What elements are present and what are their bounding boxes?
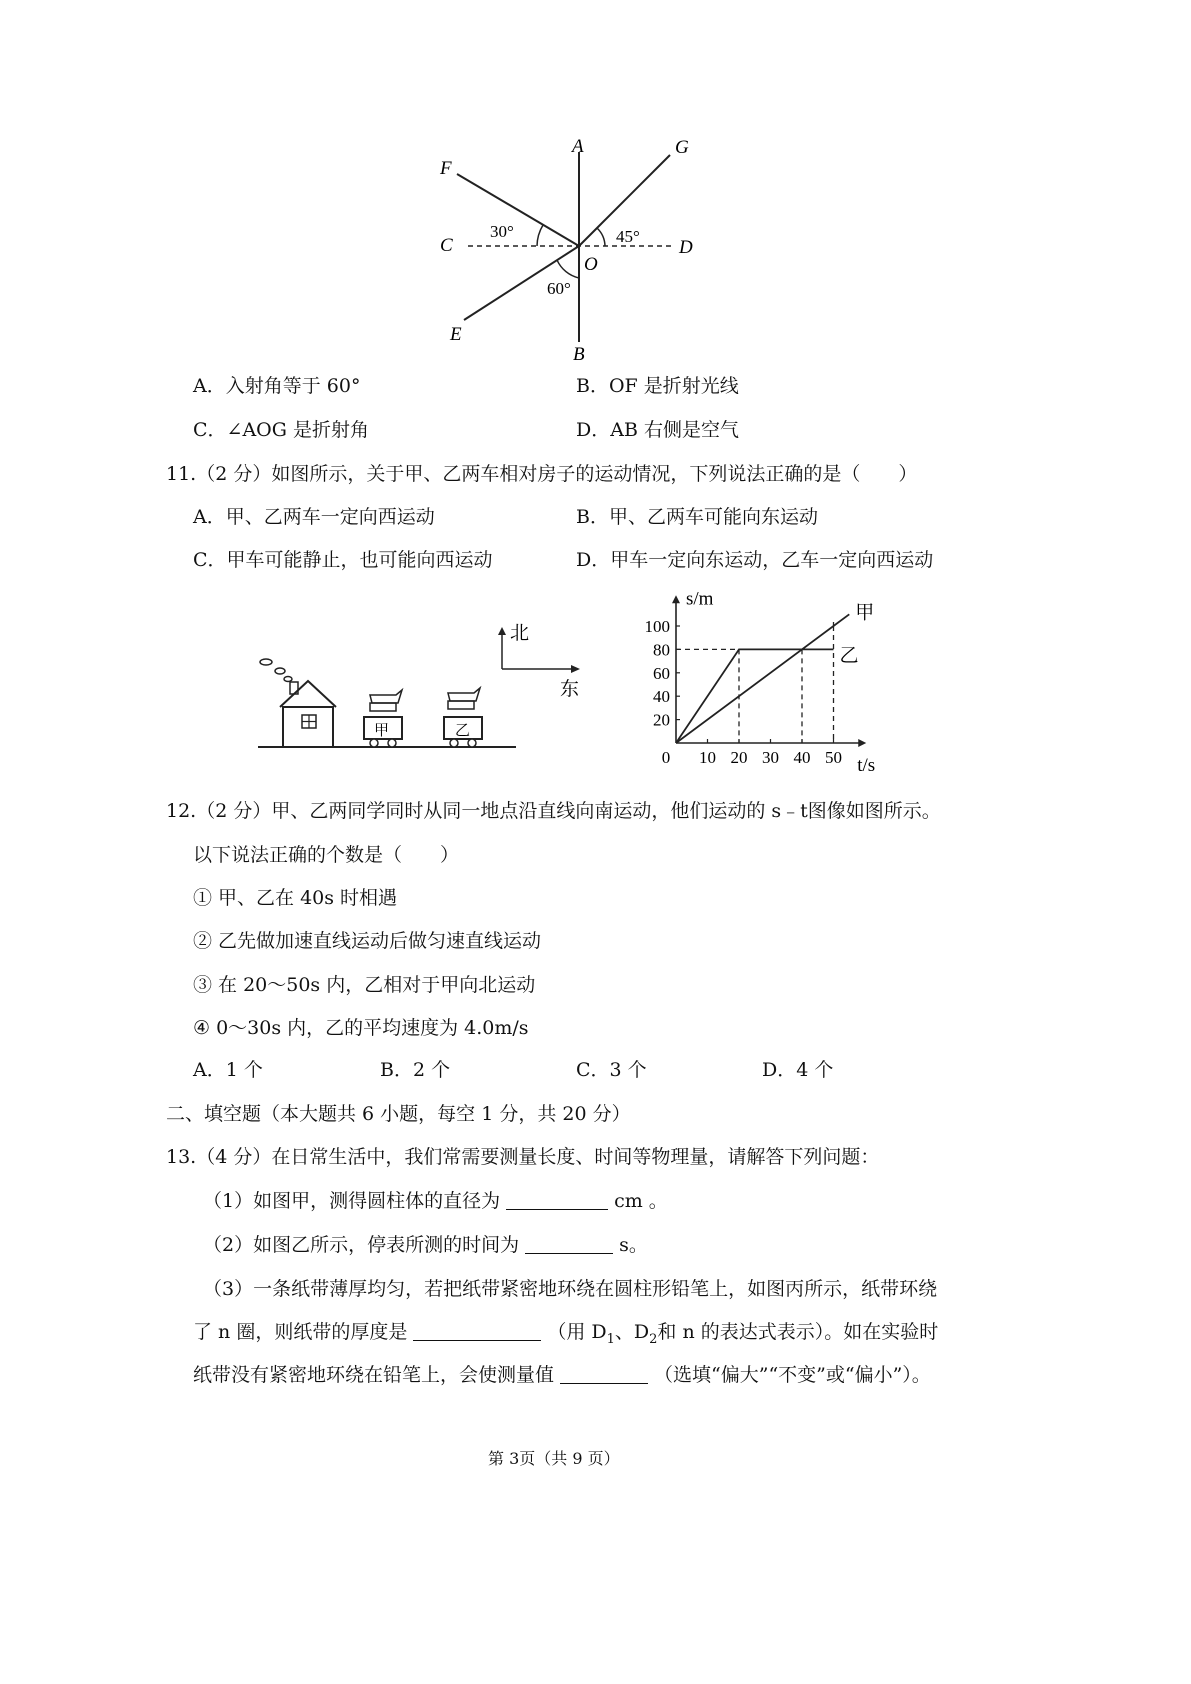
car-jia-label: 甲 [374, 723, 390, 739]
q13-part1 [203, 1189, 668, 1213]
q13-part3-line1: （3）一条纸带薄厚均匀，若把纸带紧密地环绕在圆柱形铅笔上，如图丙所示，纸带环绕 [203, 1278, 938, 1300]
q10-option-c: C．∠AOG 是折射角 [193, 419, 369, 441]
q13-part3-expr-c: 和 n 的表达式表示）。如在实验时 [657, 1321, 939, 1343]
house-cars-scene [250, 615, 595, 760]
q12-option-d: D．4 个 [762, 1059, 834, 1081]
y-axis-arrow [672, 595, 680, 603]
subscript-1: 1 [606, 1331, 615, 1347]
label-c: C [440, 235, 453, 256]
q12-statement-4: ④ 0～30s 内，乙的平均速度为 4.0m/s [193, 1017, 529, 1039]
page-footer: 第 3页（共 9 页） [488, 1449, 620, 1468]
series-yi-label: 乙 [839, 645, 859, 667]
label-f: F [440, 158, 452, 179]
q11-option-d: D．甲车一定向东运动，乙车一定向西运动 [576, 549, 934, 571]
label-d: D [679, 237, 693, 258]
label-45deg: 45° [616, 227, 640, 246]
house [280, 681, 336, 747]
smoke-puff [260, 659, 272, 665]
label-e: E [450, 324, 462, 345]
label-a: A [572, 136, 584, 157]
series-jia-line [676, 614, 849, 743]
y-tick-label: 80 [653, 640, 670, 660]
answer-blank-4[interactable] [560, 1365, 648, 1384]
x-axis-label: t/s [857, 755, 876, 776]
smoke-puff [275, 668, 285, 674]
q12-statement-2: ② 乙先做加速直线运动后做匀速直线运动 [193, 930, 542, 952]
q13-part3-line3-text: 纸带没有紧密地环绕在铅笔上，会使测量值 [193, 1364, 555, 1386]
origin-label: 0 [661, 748, 671, 767]
y-tick-label: 20 [653, 710, 670, 730]
y-tick-label: 60 [653, 663, 670, 683]
q12-option-b: B．2 个 [380, 1059, 451, 1081]
q13-part3-choices: （选填“偏大”“不变”或“偏小”）。 [654, 1364, 931, 1386]
ray-fo [457, 174, 579, 246]
q11-option-b: B．甲、乙两车可能向东运动 [576, 506, 818, 528]
arc-60 [557, 260, 579, 278]
q13-part1-text: （1）如图甲，测得圆柱体的直径为 [203, 1190, 501, 1212]
q11-option-c: C．甲车可能静止，也可能向西运动 [193, 549, 493, 571]
q10-option-d: D．AB 右侧是空气 [576, 419, 739, 441]
q13-stem: 13.（4 分）在日常生活中，我们常需要测量长度、时间等物理量，请解答下列问题： [166, 1146, 880, 1168]
arc-30 [537, 225, 543, 246]
q10-option-b: B．OF 是折射光线 [576, 375, 739, 397]
arc-45 [597, 228, 605, 246]
x-tick-label: 40 [793, 748, 811, 767]
q12-stem-line2: 以下说法正确的个数是（ ） [193, 844, 460, 866]
q13-part3-line2 [193, 1320, 938, 1352]
q13-part3-text: 了 n 圈，则纸带的厚度是 [193, 1321, 408, 1343]
label-60deg: 60° [547, 279, 571, 298]
car-yi-label: 乙 [455, 723, 471, 739]
label-o: O [584, 254, 598, 275]
y-axis-label: s/m [686, 588, 714, 610]
subscript-2: 2 [649, 1331, 658, 1347]
q12-option-c: C．3 个 [576, 1059, 647, 1081]
q13-part2-unit: s。 [619, 1234, 648, 1256]
x-tick-label: 10 [699, 748, 716, 767]
q13-part3-expr-a: （用 D [547, 1321, 607, 1343]
east-label: 东 [560, 679, 580, 700]
answer-blank-1[interactable] [506, 1191, 608, 1210]
x-tick-label: 30 [762, 748, 779, 767]
q11-stem: 11.（2 分）如图所示，关于甲、乙两车相对房子的运动情况，下列说法正确的是（ ） [166, 463, 918, 485]
q12-stem-line1: 12.（2 分）甲、乙两同学同时从同一地点沿直线向南运动，他们运动的 s﹣t图像如图所示。 [166, 800, 941, 822]
y-tick-label: 40 [653, 687, 670, 707]
series-yi-line [676, 649, 834, 743]
x-tick-label: 20 [730, 748, 748, 767]
x-tick-label: 50 [825, 748, 842, 767]
smoke-puff [284, 677, 292, 682]
angle-figure [420, 130, 720, 370]
label-g: G [675, 137, 689, 158]
q13-part3-expr-b: 、D [614, 1321, 650, 1343]
q12-statement-1: ① 甲、乙在 40s 时相遇 [193, 887, 398, 909]
label-30deg: 30° [490, 222, 514, 241]
x-axis-arrow [858, 739, 866, 747]
q12-statement-3: ③ 在 20～50s 内，乙相对于甲向北运动 [193, 974, 536, 996]
q13-part2-text: （2）如图乙所示，停表所测的时间为 [203, 1234, 520, 1256]
q10-option-a: A．入射角等于 60° [193, 375, 361, 397]
answer-blank-3[interactable] [413, 1322, 541, 1341]
q12-option-a: A．1 个 [193, 1059, 263, 1081]
y-tick-label: 100 [644, 617, 670, 636]
q13-part1-unit: cm 。 [614, 1190, 668, 1212]
section-heading: 二、填空题（本大题共 6 小题，每空 1 分，共 20 分） [166, 1103, 631, 1125]
q11-option-a: A．甲、乙两车一定向西运动 [193, 506, 435, 528]
label-b: B [573, 344, 585, 365]
q13-part3-line3 [193, 1363, 931, 1387]
answer-blank-2[interactable] [525, 1235, 613, 1254]
north-label: 北 [510, 623, 530, 644]
q13-part2 [203, 1233, 648, 1257]
series-jia-label: 甲 [855, 602, 875, 624]
s-t-chart [610, 585, 910, 785]
